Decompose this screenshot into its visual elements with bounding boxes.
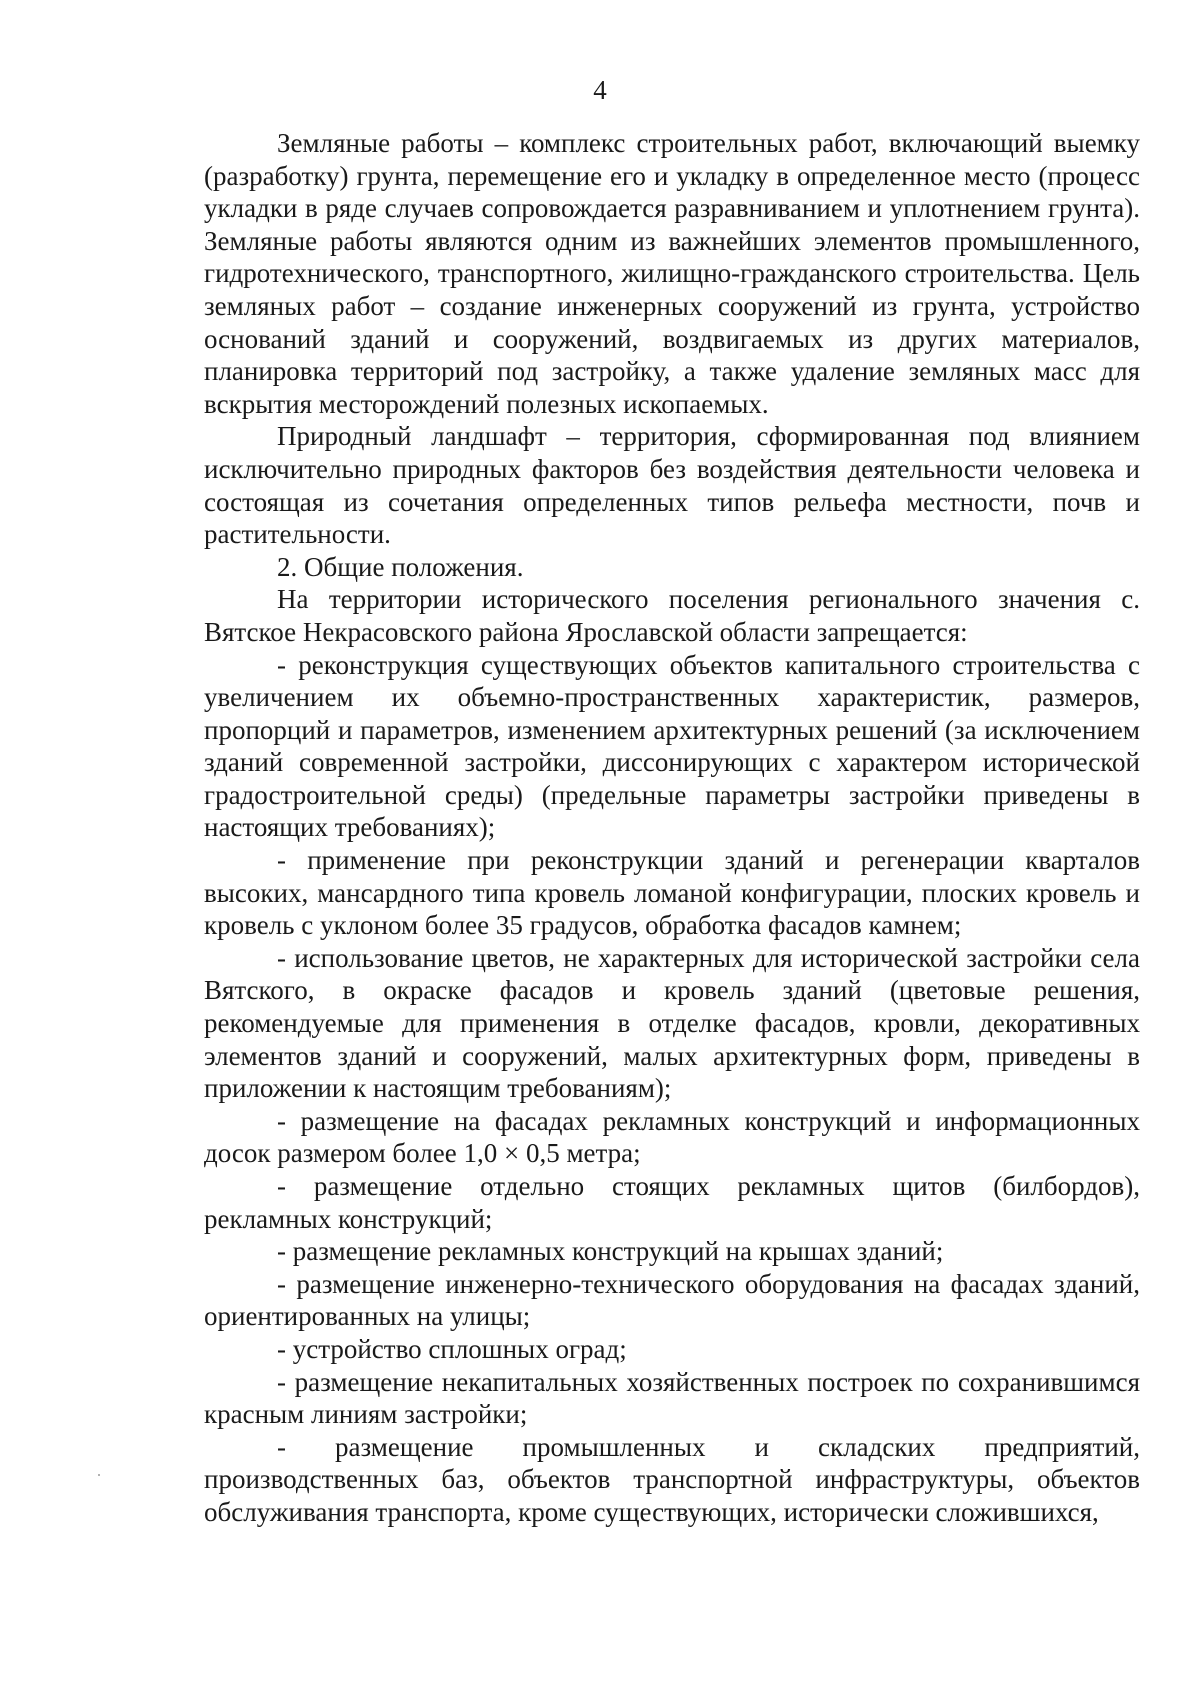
list-item-billboards: - размещение отдельно стоящих рекламных щитов (билбордов), рекламных конструкций; <box>204 1171 1140 1234</box>
list-item-facade-ads: - размещение на фасадах рекламных конструкций и информационных досок размером более 1,0 × 0,5 метра; <box>204 1105 1140 1169</box>
paragraph-earthworks-definition: Земляные работы – комплекс строительных работ, включающий выемку (разработку) грунта, перемещение его и укладку в определенное место (процесс укладки в ряде случаев сопровождается разравниванием и уплотнением грунта). Земляные работы являются одним из важнейших элементов промышленного, гидротехнического, транспортного, жилищно-гражданского строительства. Цель земляных работ – создание инженерных сооружений из грунта, устройство оснований зданий и сооружений, воздвигаемых из других материалов, планировка территорий под застройку, а также удаление земляных масс для вскрытия месторождений полезных ископаемых. <box>204 128 1140 419</box>
paragraph-natural-landscape-definition: Природный ландшафт – территория, сформированная под влиянием исключительно природных факторов без воздействия деятельности человека и состоящая из сочетания определенных типов рельефа местности, почв и растительности. <box>204 421 1140 550</box>
page-number: 4 <box>593 75 607 105</box>
list-item-nonpermanent-buildings: - размещение некапитальных хозяйственных построек по сохранившимся красным линиям застройки; <box>204 1366 1140 1430</box>
list-item-roofs: - применение при реконструкции зданий и регенерации кварталов высоких, мансардного типа кровель ломаной конфигурации, плоских кровель и кровель с уклоном более 35 градусов, обработка фасадов камнем; <box>204 845 1140 941</box>
paragraph-prohibitions-intro: На территории исторического поселения регионального значения с. Вятское Некрасовского района Ярославской области запрещается: <box>204 584 1140 647</box>
section-heading-general-provisions: 2. Общие положения. <box>277 551 524 582</box>
list-item-solid-fences: - устройство сплошных оград; <box>277 1333 627 1364</box>
list-item-colors: - использование цветов, не характерных для исторической застройки села Вятского, в окраске фасадов и кровель зданий (цветовые решения, рекомендуемые для применения в отделке фасадов, кровли, декоративных элементов зданий и сооружений, малых архитектурных форм, приведены в приложении к настоящим требованиям); <box>204 942 1140 1104</box>
list-item-reconstruction: - реконструкция существующих объектов капитального строительства с увеличением их объемно-пространственных характеристик, размеров, пропорций и параметров, изменением архитектурных решений (за исключением зданий современной застройки, диссонирующих с характером исторической градостроительной среды) (предельные параметры застройки приведены в настоящих требованиях); <box>204 649 1140 843</box>
list-item-industrial-facilities: - размещение промышленных и складских предприятий, производственных баз, объектов транспортной инфраструктуры, объектов обслуживания транспорта, кроме существующих, исторически сложившихся, <box>204 1431 1140 1527</box>
scan-speck <box>98 1474 100 1476</box>
list-item-engineering-equipment: - размещение инженерно-технического оборудования на фасадах зданий, ориентированных на улицы; <box>204 1268 1140 1332</box>
list-item-roof-ads: - размещение рекламных конструкций на крышах зданий; <box>277 1236 944 1267</box>
document-body <box>204 127 1140 1529</box>
